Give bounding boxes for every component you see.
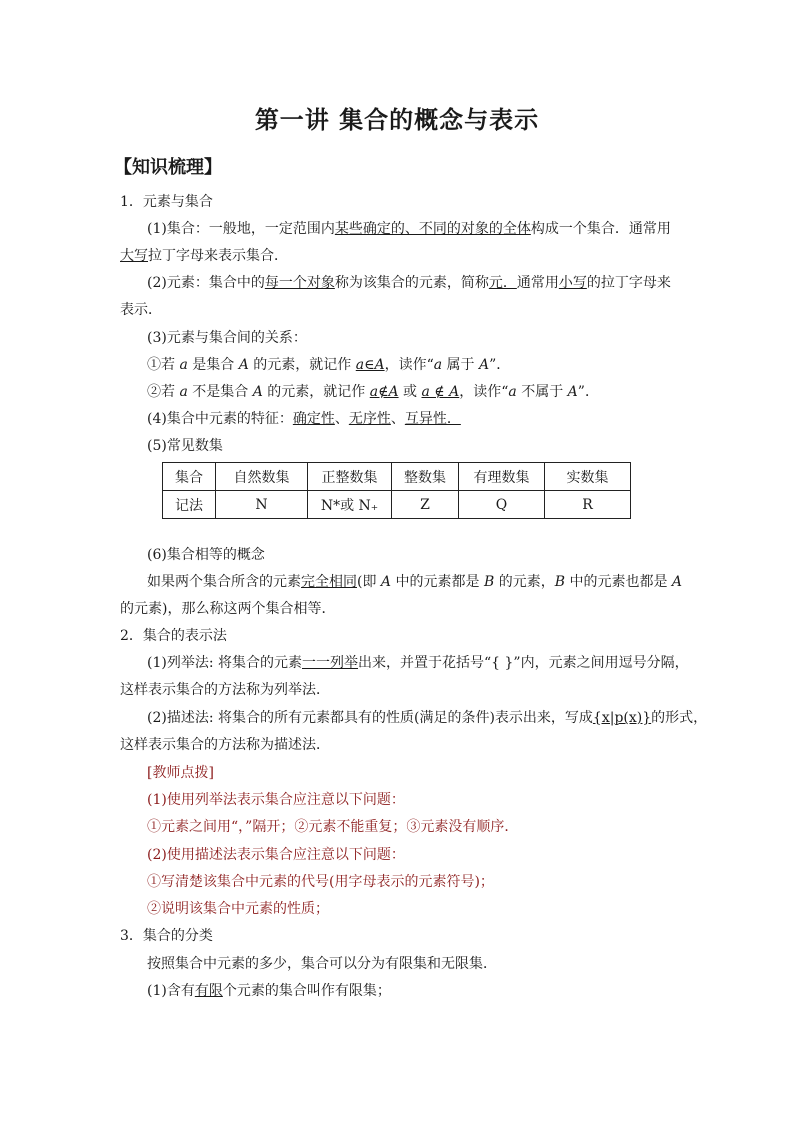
table-cell: 记法 [163, 491, 216, 519]
section-2-heading: 2．集合的表示法 [120, 628, 227, 644]
section-heading: 【知识梳理】 [114, 157, 222, 178]
paragraph-description-method-cont: 这样表示集合的方法称为描述法． [120, 737, 330, 753]
paragraph-number-sets: (5)常见数集 [147, 438, 223, 454]
table-cell: N*或 N₊ [308, 491, 392, 519]
table-cell: 自然数集 [216, 463, 308, 491]
number-sets-table [162, 462, 631, 519]
table-cell: 实数集 [545, 463, 631, 491]
paragraph-element-definition: (2)元素：集合中的每一个对象称为该集合的元素，简称元．通常用小写的拉丁字母来 [147, 275, 671, 291]
paragraph-set-definition-cont: 大写拉丁字母来表示集合． [120, 248, 288, 264]
page-title: 第一讲 集合的概念与表示 [254, 106, 540, 134]
paragraph-element-definition-cont: 表示． [120, 302, 162, 318]
table-row [163, 491, 631, 519]
paragraph-set-equality-cont: 的元素)，那么称这两个集合相等． [120, 601, 336, 617]
table-cell: 有理数集 [459, 463, 545, 491]
table-cell: R [545, 491, 631, 519]
paragraph-relation: (3)元素与集合间的关系： [147, 330, 307, 346]
paragraph-set-equality: (6)集合相等的概念 [147, 547, 265, 563]
teacher-tip-heading: [教师点拨] [147, 765, 214, 781]
paragraph-characteristics: (4)集合中元素的特征：确定性、无序性、互异性． [147, 411, 461, 427]
teacher-tip-2-detail-a: ①写清楚该集合中元素的代号(用字母表示的元素符号)； [147, 874, 494, 890]
table-row [163, 463, 631, 491]
relation-belongs: ①若 a 是集合 A 的元素，就记作 a∈A，读作“a 属于 A”． [147, 357, 511, 373]
paragraph-finite-set: (1)含有有限个元素的集合叫作有限集； [147, 983, 391, 999]
teacher-tip-2: (2)使用描述法表示集合应注意以下问题： [147, 847, 405, 863]
paragraph-set-definition: (1)集合：一般地，一定范围内某些确定的、不同的对象的全体构成一个集合．通常用 [147, 221, 671, 237]
table-cell: 整数集 [392, 463, 459, 491]
table-cell: 集合 [163, 463, 216, 491]
section-3-heading: 3．集合的分类 [120, 928, 213, 944]
paragraph-roster-method-cont: 这样表示集合的方法称为列举法． [120, 682, 330, 698]
teacher-tip-1-detail: ①元素之间用“，”隔开；②元素不能重复；③元素没有顺序． [147, 819, 519, 835]
paragraph-classification: 按照集合中元素的多少，集合可以分为有限集和无限集． [147, 956, 497, 972]
table-cell: Z [392, 491, 459, 519]
teacher-tip-1: (1)使用列举法表示集合应注意以下问题： [147, 792, 405, 808]
relation-not-belongs: ②若 a 不是集合 A 的元素，就记作 a∉A 或 a ∉ A，读作“a 不属于 A”． [147, 384, 599, 400]
paragraph-description-method: (2)描述法: 将集合的所有元素都具有的性质(满足的条件)表示出来，写成{x|p(x)}的形式， [147, 710, 708, 726]
table-cell: 正整数集 [308, 463, 392, 491]
section-1-heading: 1．元素与集合 [120, 194, 213, 210]
teacher-tip-2-detail-b: ②说明该集合中元素的性质； [147, 901, 329, 917]
table-cell: N [216, 491, 308, 519]
table-cell: Q [459, 491, 545, 519]
paragraph-set-equality-def: 如果两个集合所含的元素完全相同(即 A 中的元素都是 B 的元素，B 中的元素也都是 A [147, 574, 683, 590]
paragraph-roster-method: (1)列举法: 将集合的元素一一列举出来，并置于花括号“{ }”内，元素之间用逗号分隔， [147, 655, 689, 671]
